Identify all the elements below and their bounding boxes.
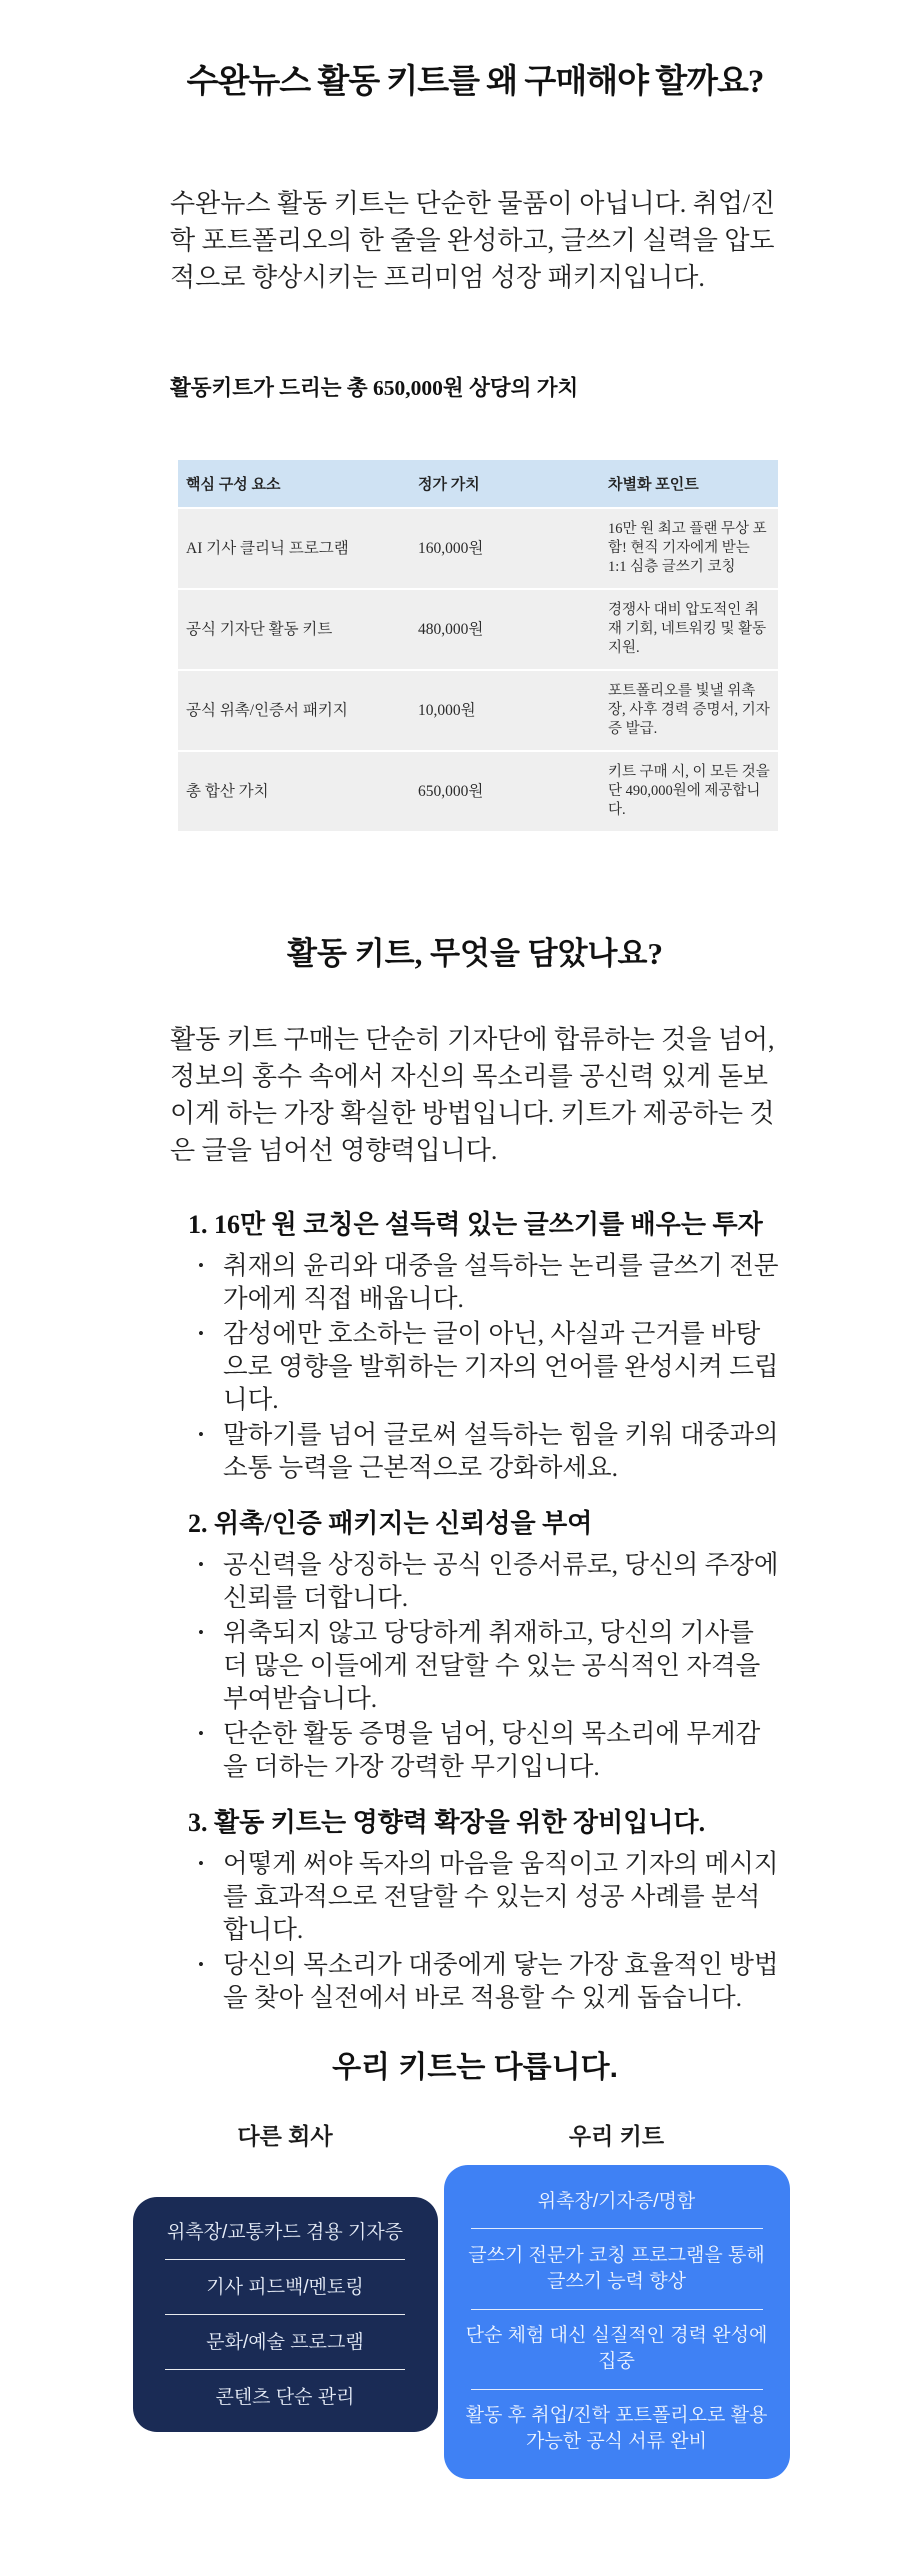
cell-point: 포트폴리오를 빛낼 위촉장, 사후 경력 증명서, 기자증 발급. (600, 671, 778, 752)
table-row (178, 590, 778, 671)
cell-point: 키트 구매 시, 이 모든 것을 단 490,000원에 제공합니다. (600, 752, 778, 833)
cell-point: 16만 원 최고 플랜 무상 포함! 현직 기자에게 받는 1:1 심층 글쓰기 코칭 (600, 509, 778, 590)
cell-price: 160,000원 (410, 509, 600, 590)
table-row (178, 752, 778, 833)
table-header-row (178, 460, 778, 509)
bullet-item (170, 1948, 780, 2014)
other-company-card (133, 2197, 438, 2432)
cell-component: 총 합산 가치 (178, 752, 410, 833)
cell-component: 공식 기자단 활동 키트 (178, 590, 410, 671)
kit-feature-list (170, 1207, 780, 2014)
our-kit-card (444, 2165, 790, 2479)
bullet-item (170, 1847, 780, 1946)
bullet-dot: • (198, 1854, 204, 1873)
header-cell-component: 핵심 구성 요소 (178, 460, 410, 509)
bullet-text: 공신력을 상징하는 공식 인증서류로, 당신의 주장에 신뢰를 더합니다. (223, 1550, 779, 1612)
label-other-company: 다른 회사 (237, 2123, 333, 2149)
intro-paragraph: 수완뉴스 활동 키트는 단순한 물품이 아닙니다. 취업/진학 포트폴리오의 한 줄을 완성하고, 글쓰기 실력을 압도적으로 향상시키는 프리미엄 성장 패키지입니다. (170, 189, 776, 292)
card-item: 문화/예술 프로그램 (206, 2331, 364, 2353)
cell-price: 480,000원 (410, 590, 600, 671)
value-heading: 활동키트가 드리는 총 650,000원 상당의 가치 (170, 376, 579, 400)
list-item-title: 3. 활동 키트는 영향력 확장을 위한 장비입니다. (188, 1808, 706, 1837)
compare-cards-row (0, 2165, 922, 2479)
bullet-item (170, 1548, 780, 1614)
bullet-item (170, 1249, 780, 1315)
header-cell-point: 차별화 포인트 (600, 460, 778, 509)
cell-point: 경쟁사 대비 압도적인 취재 기회, 네트워킹 및 활동 지원. (600, 590, 778, 671)
bullet-text: 어떻게 써야 독자의 마음을 움직이고 기자의 메시지를 효과적으로 전달할 수 있는지 성공 사례를 분석합니다. (223, 1849, 779, 1944)
list-item-1 (170, 1207, 780, 1484)
bullet-dot: • (198, 1256, 204, 1275)
cell-price: 650,000원 (410, 752, 600, 833)
label-our-kit: 우리 키트 (568, 2123, 665, 2149)
card-item: 글쓰기 전문가 코칭 프로그램을 통해 글쓰기 능력 향상 (468, 2244, 765, 2292)
cell-price: 10,000원 (410, 671, 600, 752)
compare-heading: 우리 키트는 다릅니다. (332, 2051, 618, 2084)
list-item-title: 2. 위촉/인증 패키지는 신뢰성을 부여 (188, 1509, 593, 1538)
bullet-text: 단순한 활동 증명을 넘어, 당신의 목소리에 무게감을 더하는 가장 강력한 무기입니다. (223, 1719, 761, 1781)
bullet-dot: • (198, 1555, 204, 1574)
cell-component: 공식 위촉/인증서 패키지 (178, 671, 410, 752)
card-divider (165, 2314, 405, 2315)
list-item-2 (170, 1506, 780, 1783)
bullet-item (170, 1717, 780, 1783)
card-item: 콘텐츠 단순 관리 (215, 2386, 355, 2408)
card-divider (165, 2369, 405, 2370)
bullet-item (170, 1418, 780, 1484)
card-item: 위촉장/기자증/명함 (537, 2190, 696, 2212)
card-divider (471, 2228, 763, 2229)
bullet-item (170, 1317, 780, 1416)
card-divider (165, 2259, 405, 2260)
bullet-dot: • (198, 1724, 204, 1743)
bullet-dot: • (198, 1955, 204, 1974)
compare-labels-row (0, 2118, 922, 2151)
bullet-text: 말하기를 넘어 글로써 설득하는 힘을 키워 대중과의 소통 능력을 근본적으로 강화하세요. (223, 1420, 779, 1482)
card-divider (471, 2389, 763, 2390)
table-row (178, 671, 778, 752)
bullet-text: 위축되지 않고 당당하게 취재하고, 당신의 기사를 더 많은 이들에게 전달할 수 있는 공식적인 자격을 부여받습니다. (223, 1618, 761, 1713)
bullet-text: 당신의 목소리가 대중에게 닿는 가장 효율적인 방법을 찾아 실전에서 바로 적용할 수 있게 돕습니다. (223, 1950, 779, 2012)
card-divider (471, 2309, 763, 2310)
bullet-text: 감성에만 호소하는 글이 아닌, 사실과 근거를 바탕으로 영향을 발휘하는 기자의 언어를 완성시켜 드립니다. (223, 1319, 779, 1414)
card-item: 위촉장/교통카드 겸용 기자증 (166, 2221, 404, 2243)
bullet-dot: • (198, 1425, 204, 1444)
table-row (178, 509, 778, 590)
bullet-text: 취재의 윤리와 대중을 설득하는 논리를 글쓰기 전문가에게 직접 배웁니다. (223, 1251, 779, 1313)
bullet-dot: • (198, 1623, 204, 1642)
card-item: 기사 피드백/멘토링 (206, 2276, 364, 2298)
contents-intro: 활동 키트 구매는 단순히 기자단에 합류하는 것을 넘어, 정보의 홍수 속에서 자신의 목소리를 공신력 있게 돋보이게 하는 가장 확실한 방법입니다. 키트가 제공하는 것은 글을 넘어선 영향력입니다. (170, 1025, 775, 1165)
page-content (170, 0, 780, 2088)
page-title: 수완뉴스 활동 키트를 왜 구매해야 할까요? (186, 64, 764, 100)
card-item: 단순 체험 대신 실질적인 경력 완성에 집중 (465, 2325, 768, 2373)
list-item-title: 1. 16만 원 코칭은 설득력 있는 글쓰기를 배우는 투자 (188, 1210, 763, 1239)
bullet-dot: • (198, 1324, 204, 1343)
list-item-3 (170, 1805, 780, 2014)
cell-component: AI 기사 클리닉 프로그램 (178, 509, 410, 590)
header-cell-price: 정가 가치 (410, 460, 600, 509)
card-item: 활동 후 취업/진학 포트폴리오로 활용 가능한 공식 서류 완비 (465, 2405, 768, 2453)
contents-heading: 활동 키트, 무엇을 담았나요? (287, 936, 663, 971)
bullet-item (170, 1616, 780, 1715)
value-table (178, 460, 778, 833)
